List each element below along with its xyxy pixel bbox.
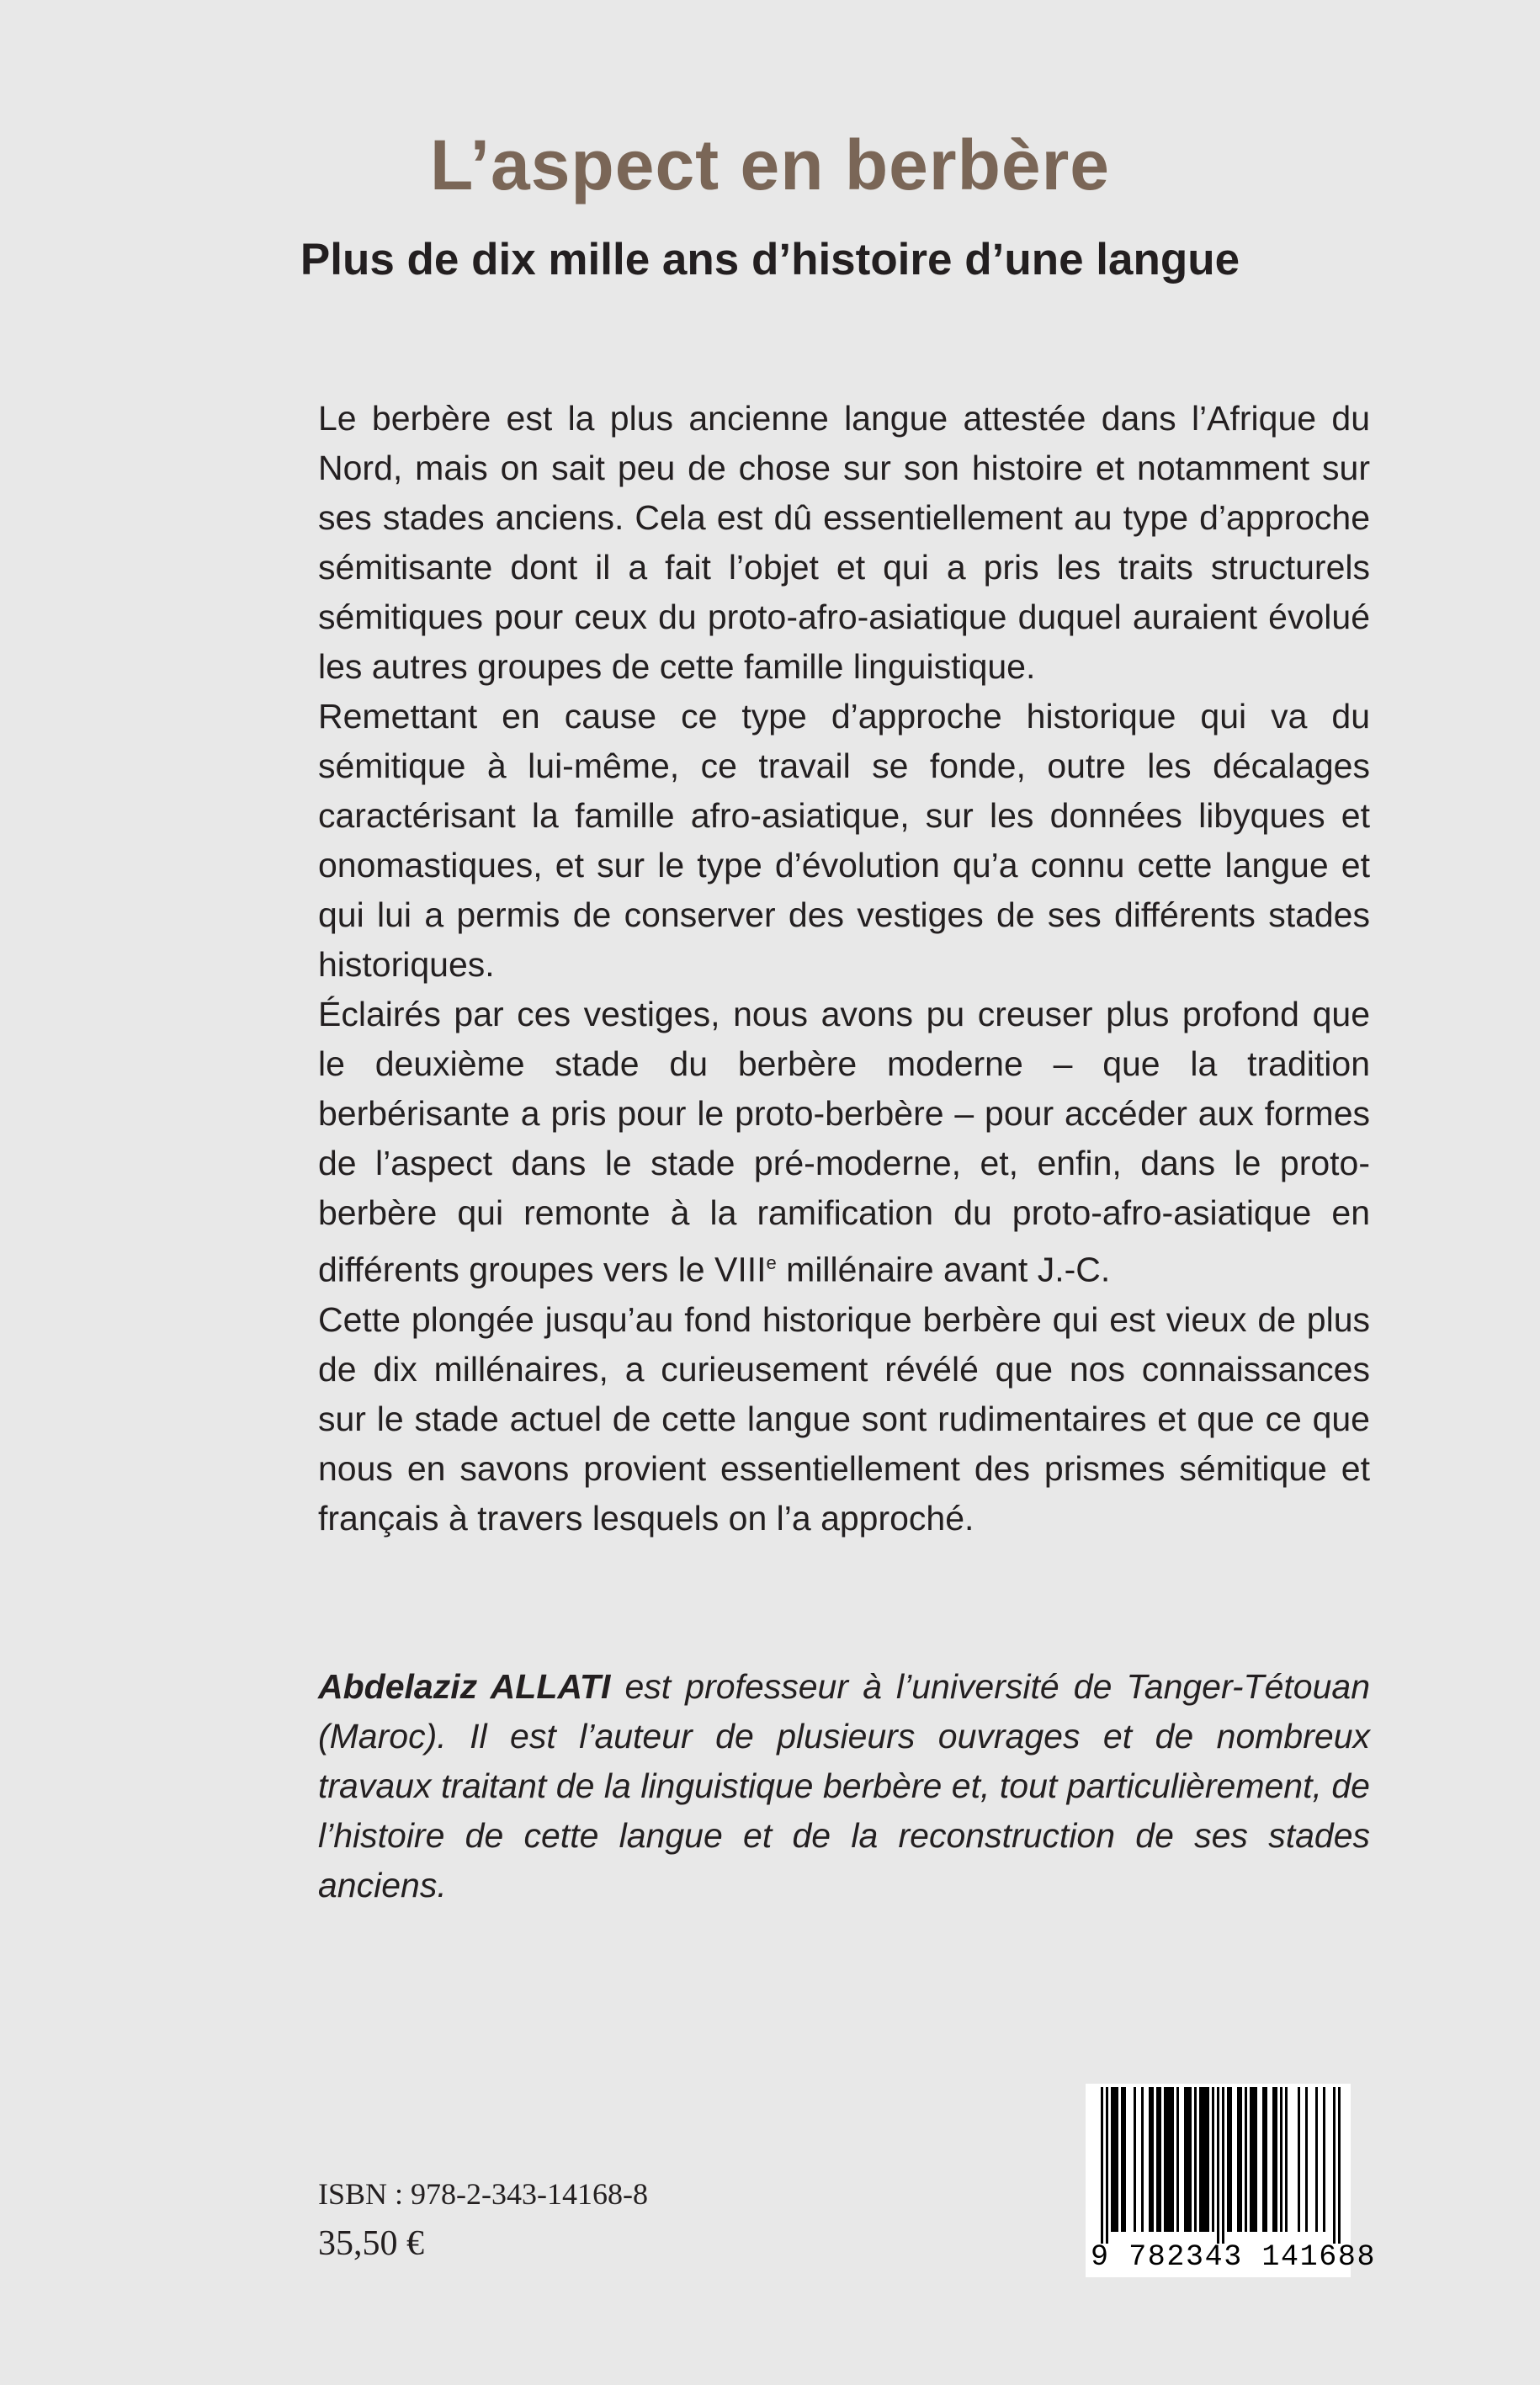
book-title: L’aspect en berbère <box>429 125 1111 205</box>
barcode-bar <box>1272 2087 1275 2232</box>
barcode-bar <box>1285 2087 1288 2232</box>
barcode-bar <box>1212 2087 1214 2232</box>
blurb-paragraph-2: Remettant en cause ce type d’approche historique qui va du sémitique à lui-même, ce travail se fonde, outre les décalages caractérisant la famille afro-asiatique, sur les données libyques et onomastiques, et sur le type d’évolution qu’a connu cette langue et qui lui a permis de conserver des vestiges de ses différents stades historiques. <box>318 697 1370 984</box>
barcode-bar <box>1204 2087 1207 2232</box>
barcode-digits: 9 782343 141688 <box>1091 2240 1377 2274</box>
barcode-bar <box>1194 2087 1197 2232</box>
barcode-bar <box>1123 2087 1126 2232</box>
barcode-bar <box>1116 2087 1118 2232</box>
barcode-bar <box>1111 2087 1113 2232</box>
back-cover-blurb <box>318 394 1370 1543</box>
author-bio <box>318 1662 1370 1910</box>
barcode-bar <box>1298 2087 1300 2232</box>
barcode-bar <box>1169 2087 1171 2232</box>
barcode-bar <box>1159 2087 1161 2232</box>
barcode-bar <box>1151 2087 1154 2232</box>
barcode-bar <box>1237 2087 1240 2232</box>
author-name: Abdelaziz ALLATI <box>318 1667 611 1706</box>
blurb-paragraph-3 <box>318 990 1370 1295</box>
barcode-bar <box>1166 2087 1169 2232</box>
barcode-bar <box>1106 2087 1108 2244</box>
barcode-bar <box>1207 2087 1209 2232</box>
isbn-label: ISBN : 978-2-343-14168-8 <box>318 2177 648 2211</box>
barcode-bar <box>1189 2087 1192 2232</box>
barcode-bar <box>1134 2087 1136 2232</box>
barcode-bar <box>1252 2087 1255 2232</box>
barcode-bar <box>1164 2087 1166 2232</box>
barcode-bars <box>1086 2084 1351 2244</box>
barcode-bar <box>1202 2087 1204 2232</box>
barcode-bar <box>1217 2087 1219 2244</box>
barcode-bar <box>1305 2087 1308 2232</box>
barcode-bar <box>1229 2087 1232 2232</box>
barcode-bar <box>1323 2087 1325 2232</box>
barcode-bar <box>1149 2087 1151 2232</box>
blurb-p3-text: Éclairés par ces vestiges, nous avons pu creuser plus profond que le deuxième stade du berbère moderne – que la tradition berbérisante a pris pour le proto-berbère – pour accéder aux formes de l’aspect dans le stade pré-moderne, et, enfin, dans le proto-berbère qui remonte à la ramification du proto-afro-asiatique en différents groupes vers le VIII <box>318 995 1370 1289</box>
barcode-bar <box>1227 2087 1229 2232</box>
barcode-bar <box>1156 2087 1159 2232</box>
barcode-bar <box>1265 2087 1267 2232</box>
barcode-bar <box>1240 2087 1242 2232</box>
barcode-bar <box>1333 2087 1336 2244</box>
blurb-paragraph-1: Le berbère est la plus ancienne langue attestée dans l’Afrique du Nord, mais on sait peu de chose sur son histoire et notamment sur ses stades anciens. Cela est dû essentiellement au type d’approche sémitisante dont il a fait l’objet et qui a pris les traits structurels sémitiques pour ceux du proto-afro-asiatique duquel auraient évolué les autres groupes de cette famille linguistique. <box>318 399 1370 686</box>
barcode-bar <box>1199 2087 1202 2232</box>
barcode-bar <box>1315 2087 1318 2232</box>
barcode-bar <box>1187 2087 1189 2232</box>
barcode-bar <box>1171 2087 1174 2232</box>
barcode-bar <box>1262 2087 1265 2232</box>
barcode-bar <box>1338 2087 1341 2244</box>
barcode-bar <box>1176 2087 1179 2232</box>
blurb-p3-end: millénaire avant J.-C. <box>776 1250 1111 1289</box>
author-bio-text: est professeur à l’université de Tanger-Tétouan (Maroc). Il est l’auteur de plusieurs ouvrages et de nombreux travaux traitant de la linguistique berbère et, tout particulièrement, de l’histoire de cette langue et de la reconstruction de ses stades anciens. <box>318 1667 1370 1904</box>
barcode-bar <box>1113 2087 1116 2232</box>
barcode-bar <box>1255 2087 1257 2232</box>
book-subtitle: Plus de dix mille ans d’histoire d’une langue <box>300 235 1240 284</box>
barcode-bar <box>1121 2087 1123 2232</box>
barcode-bar <box>1280 2087 1282 2232</box>
barcode-bar <box>1184 2087 1187 2232</box>
barcode-bar <box>1141 2087 1144 2232</box>
barcode <box>1086 2084 1377 2277</box>
price-label: 35,50 € <box>318 2224 424 2263</box>
barcode-bar <box>1222 2087 1224 2244</box>
barcode-bar <box>1275 2087 1277 2232</box>
barcode-bar <box>1101 2087 1103 2244</box>
barcode-bar <box>1245 2087 1247 2232</box>
barcode-bar <box>1250 2087 1252 2232</box>
blurb-paragraph-4: Cette plongée jusqu’au fond historique berbère qui est vieux de plus de dix millénaires, a curieusement révélé que nos connaissances sur le stade actuel de cette langue sont rudimentaires et que ce que nous en savons provient essentiellement des prismes sémitique et français à travers lesquels on l’a approché. <box>318 1299 1370 1538</box>
superscript-e: e <box>766 1252 777 1273</box>
